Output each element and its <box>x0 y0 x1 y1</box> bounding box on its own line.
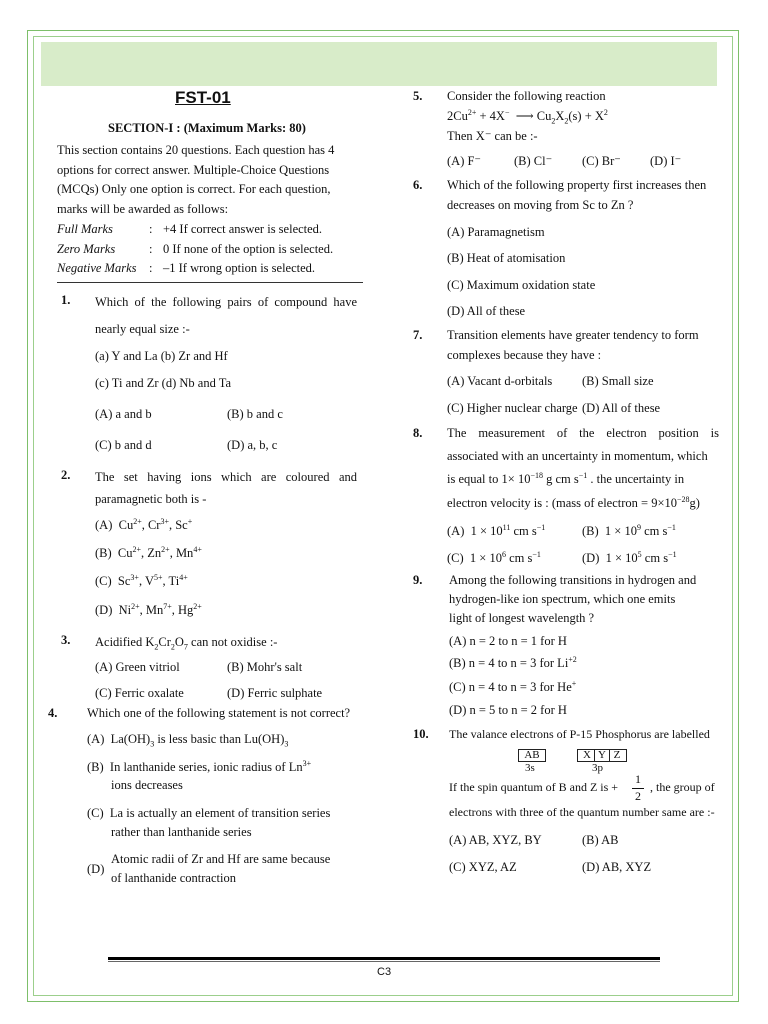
q4-option-c[interactable]: (C) La is actually an element of transition series <box>87 806 331 820</box>
q6-number: 6. <box>413 178 423 192</box>
q4-option-b[interactable]: (B) In lanthanide series, ionic radius of $Ln^{3+}$ <box>87 758 312 774</box>
q5-reaction: $2Cu^{2+} + 4X^-$ ⟶ $Cu_2X_2(s) + X^2$ <box>447 107 608 126</box>
q10-option-b[interactable]: (B) AB <box>582 833 619 847</box>
q7-stem-2: complexes because they have : <box>447 348 602 362</box>
marks-scheme: Full Marks : +4 If correct answer is selected. Zero Marks : 0 If none of the option is selected. Negative Marks : –1 If wrong option is selected. <box>57 222 334 275</box>
section-divider <box>57 282 363 283</box>
q10-option-c[interactable]: (C) XYZ, AZ <box>449 860 517 874</box>
q3-option-b[interactable]: (B) Mohr's salt <box>227 660 303 674</box>
q9-stem-2: hydrogen-like ion spectrum, which one emits <box>449 592 676 606</box>
q8-stem-2: associated with an uncertainty in momentum, which <box>447 449 708 463</box>
q10-stem: The valance electrons of P-15 Phosphorus are labelled <box>449 727 710 741</box>
q6-option-a[interactable]: (A) Paramagnetism <box>447 225 545 239</box>
q5-number: 5. <box>413 89 423 103</box>
orbital-label-3s: 3s <box>525 762 535 774</box>
q10-spin-text: If the spin quantum of B and Z is + <box>449 780 619 794</box>
q3-stem: Acidified $K_2Cr_2O_7$ can not oxidise :- <box>95 635 278 652</box>
q3-option-d[interactable]: (D) Ferric sulphate <box>227 686 323 700</box>
q4-option-d-line2: of lanthanide contraction <box>111 871 236 885</box>
q10-option-d[interactable]: (D) AB, XYZ <box>582 860 652 874</box>
q10-stem-2: electrons with three of the quantum number same are :- <box>449 805 715 819</box>
q7-option-b[interactable]: (B) Small size <box>582 374 654 388</box>
footer-rule-thin <box>108 961 660 962</box>
section-intro: This section contains 20 questions. Each question has 4 options for correct answer. Multiple-Choice Questions (MCQs) Only one option is correct. For each question, marks will be awarded as follows: <box>57 143 335 216</box>
q7-number: 7. <box>413 328 423 342</box>
orbital-box-3p: X Y Z <box>577 749 627 762</box>
q1-pair-1: (a) Y and La (b) Zr and Hf <box>95 349 228 363</box>
q8-stem: The measurement of the electron position is <box>447 426 719 440</box>
q9-option-b[interactable]: (B) n = 4 to n = 3 for $Li^{+2}$ <box>449 654 577 670</box>
q8-stem-3: is equal to $1\times 10^{-18}$ g cm $s^{-1}$ . the uncertainty in <box>447 470 685 486</box>
q8-number: 8. <box>413 426 423 440</box>
q1-option-a[interactable]: (A) a and b <box>95 407 152 421</box>
q10-spin-text-2: , the group of <box>650 780 715 794</box>
q3-option-a[interactable]: (A) Green vitriol <box>95 660 180 674</box>
q1-option-d[interactable]: (D) a, b, c <box>227 438 278 452</box>
q4-option-a[interactable]: (A) $La(OH)_3$ is less basic than $Lu(OH)_3$ <box>87 732 289 749</box>
q4-number: 4. <box>48 706 58 720</box>
q7-option-c[interactable]: (C) Higher nuclear charge <box>447 401 578 415</box>
q2-option-c[interactable]: (C) $Sc^{3+}$, $V^{5+}$, $Ti^{4+}$ <box>95 572 188 588</box>
q5-option-d[interactable]: (D) I⁻ <box>650 154 682 168</box>
q3-option-c[interactable]: (C) Ferric oxalate <box>95 686 184 700</box>
q8-option-b[interactable]: (B) $1 \times 10^9$ cm $s^{-1}$ <box>582 522 676 538</box>
header-band <box>41 42 717 86</box>
q1-pair-2: (c) Ti and Zr (d) Nb and Ta <box>95 376 232 390</box>
q6-option-b[interactable]: (B) Heat of atomisation <box>447 251 566 265</box>
q6-stem-2: decreases on moving from Sc to Zn ? <box>447 198 634 212</box>
q5-option-a[interactable]: (A) F⁻ <box>447 154 482 168</box>
q10-number: 10. <box>413 727 429 741</box>
q1-option-c[interactable]: (C) b and d <box>95 438 152 452</box>
frac-denominator: 2 <box>635 789 641 803</box>
q1-stem-2: nearly equal size :- <box>95 322 190 336</box>
q1-option-b[interactable]: (B) b and c <box>227 407 283 421</box>
q8-option-a[interactable]: (A) $1 \times 10^{11}$ cm $s^{-1}$ <box>447 522 546 538</box>
q10-option-a[interactable]: (A) AB, XYZ, BY <box>449 833 542 847</box>
q9-option-d[interactable]: (D) n = 5 to n = 2 for H <box>449 703 567 717</box>
q7-option-a[interactable]: (A) Vacant d-orbitals <box>447 374 553 388</box>
q5-then: Then X⁻ can be :- <box>447 129 538 143</box>
q8-option-d[interactable]: (D) $1 \times 10^5$ cm $s^{-1}$ <box>582 549 677 565</box>
q3-number: 3. <box>61 633 71 647</box>
q2-option-a[interactable]: (A) $Cu^{2+}$, $Cr^{3+}$, Sc+ <box>95 516 193 532</box>
frac-numerator: 1 <box>635 772 641 786</box>
q9-option-c[interactable]: (C) n = 4 to n = 3 for He+ <box>449 678 577 694</box>
q2-stem-2: paramagnetic both is - <box>95 492 207 506</box>
q6-stem: Which of the following property first increases then <box>447 178 707 192</box>
q7-option-d[interactable]: (D) All of these <box>582 401 661 415</box>
q4-option-c-line2: rather than lanthanide series <box>111 825 252 839</box>
q6-option-c[interactable]: (C) Maximum oxidation state <box>447 278 596 292</box>
orbital-label-3p: 3p <box>592 762 603 774</box>
section-heading: SECTION-I : (Maximum Marks: 80) <box>108 121 306 135</box>
q8-stem-4: electron velocity is : (mass of electron = $9\times 10^{-28}g$) <box>447 494 700 510</box>
q2-option-b[interactable]: (B) $Cu^{2+}$, $Zn^{2+}$, $Mn^{4+}$ <box>95 544 202 560</box>
q2-option-d[interactable]: (D) $Ni^{2+}$, $Mn^{7+}$, $Hg^{2+}$ <box>95 601 202 617</box>
q4-option-d-line1: Atomic radii of Zr and Hf are same because <box>111 852 331 866</box>
q5-option-c[interactable]: (C) Br⁻ <box>582 154 621 168</box>
q4-option-b-line2: ions decreases <box>111 778 183 792</box>
q4-option-d[interactable]: (D) <box>87 862 105 876</box>
q8-option-c[interactable]: (C) $1 \times 10^6$ cm $s^{-1}$ <box>447 549 541 565</box>
q7-stem: Transition elements have greater tendency to form <box>447 328 699 342</box>
q1-stem: Which of the following pairs of compound have <box>95 295 357 309</box>
page-title: FST-01 <box>175 88 231 107</box>
q9-option-a[interactable]: (A) n = 2 to n = 1 for H <box>449 634 567 648</box>
q5-option-b[interactable]: (B) Cl⁻ <box>514 154 553 168</box>
footer-rule <box>108 957 660 960</box>
q9-stem: Among the following transitions in hydrogen and <box>449 573 697 587</box>
q2-number: 2. <box>61 468 71 482</box>
q1-number: 1. <box>61 293 71 307</box>
q4-stem: Which one of the following statement is not correct? <box>87 706 351 720</box>
page-number: C3 <box>377 966 392 978</box>
q2-stem: The set having ions which are coloured and <box>95 470 357 484</box>
orbital-box-3s: AB <box>518 749 546 762</box>
q9-stem-3: light of longest wavelength ? <box>449 611 595 625</box>
q9-number: 9. <box>413 573 423 587</box>
q5-stem: Consider the following reaction <box>447 89 606 103</box>
q6-option-d[interactable]: (D) All of these <box>447 304 526 318</box>
